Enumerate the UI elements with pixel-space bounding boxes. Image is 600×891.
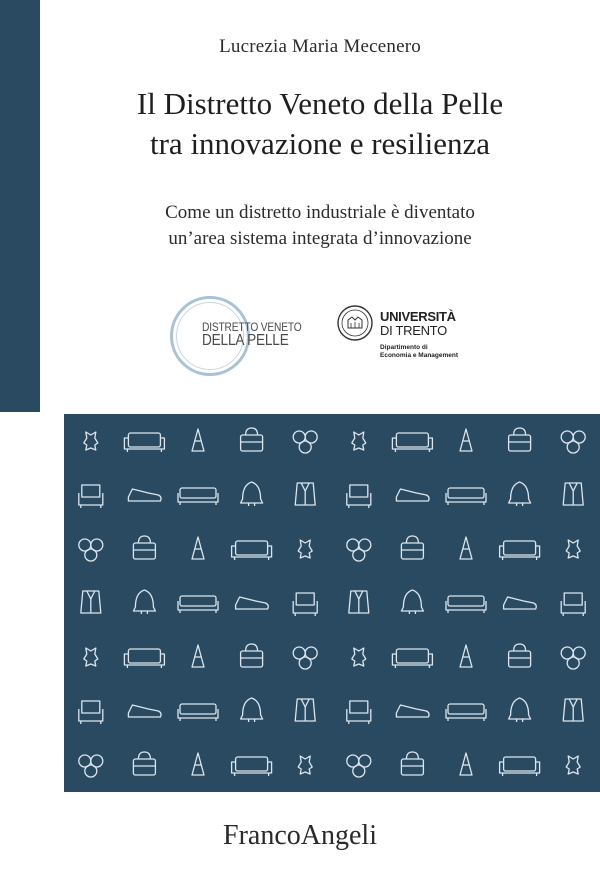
- icon-pattern: [64, 414, 600, 792]
- armchair-icon: [293, 593, 317, 616]
- sofa-icon: [392, 649, 432, 668]
- sofa-icon: [124, 433, 164, 452]
- shoe-icon: [128, 489, 161, 501]
- armchair-icon: [79, 485, 103, 508]
- handbag-icon: [401, 536, 423, 559]
- sofa-icon: [232, 541, 272, 560]
- university-name-line-1: UNIVERSITÀ: [380, 309, 456, 324]
- cone-icon: [192, 537, 204, 559]
- cone-icon: [460, 753, 472, 775]
- flowers-icon: [561, 647, 585, 669]
- hide-icon: [84, 432, 98, 450]
- bell-icon: [241, 482, 263, 506]
- jacket-icon: [295, 699, 315, 721]
- jacket-icon: [563, 699, 583, 721]
- armchair-icon: [561, 593, 585, 616]
- flowers-icon: [79, 755, 103, 777]
- hide-icon: [298, 540, 312, 558]
- jacket-icon: [563, 483, 583, 505]
- handbag-icon: [241, 644, 263, 667]
- bell-icon: [509, 698, 531, 722]
- sofa-icon: [392, 433, 432, 452]
- subtitle-line-2: un’area sistema integrata d’innovazione: [168, 228, 472, 249]
- flowers-icon: [79, 539, 103, 561]
- university-seal-icon: [336, 304, 374, 342]
- hide-icon: [352, 432, 366, 450]
- jacket-icon: [81, 591, 101, 613]
- flowers-icon: [561, 431, 585, 453]
- bell-icon: [133, 590, 155, 614]
- hide-icon: [566, 540, 580, 558]
- handbag-icon: [133, 752, 155, 775]
- bell-icon: [241, 698, 263, 722]
- shoe-icon: [396, 489, 429, 501]
- couch-icon: [446, 704, 486, 721]
- department-line-2: Economia e Management: [380, 352, 459, 359]
- book-title: [40, 84, 600, 164]
- subtitle-line-1: Come un distretto industriale è diventato: [165, 202, 475, 223]
- hide-icon: [566, 756, 580, 774]
- universita-trento-logo: [336, 304, 496, 374]
- department-name: [380, 344, 458, 360]
- handbag-icon: [509, 428, 531, 451]
- distretto-veneto-logo: [170, 296, 320, 380]
- handbag-icon: [509, 644, 531, 667]
- flowers-icon: [347, 539, 371, 561]
- university-name-line-2: DI TRENTO: [380, 323, 447, 338]
- cone-icon: [460, 537, 472, 559]
- handbag-icon: [241, 428, 263, 451]
- cone-icon: [460, 429, 472, 451]
- shoe-icon: [236, 597, 269, 609]
- armchair-icon: [347, 485, 371, 508]
- title-line-1: Il Distretto Veneto della Pelle: [136, 86, 504, 121]
- couch-icon: [446, 596, 486, 613]
- jacket-icon: [349, 591, 369, 613]
- hide-icon: [352, 648, 366, 666]
- shoe-icon: [128, 705, 161, 717]
- shoe-icon: [504, 597, 537, 609]
- publisher-name: FrancoAngeli: [223, 820, 377, 851]
- couch-icon: [178, 596, 218, 613]
- jacket-icon: [295, 483, 315, 505]
- shoe-icon: [396, 705, 429, 717]
- logo-text-line-2: DELLA PELLE: [202, 332, 289, 349]
- flowers-icon: [293, 647, 317, 669]
- university-name: [380, 310, 456, 338]
- handbag-icon: [401, 752, 423, 775]
- armchair-icon: [347, 701, 371, 724]
- logo-text: [202, 320, 301, 348]
- hide-icon: [298, 756, 312, 774]
- sofa-icon: [232, 757, 272, 776]
- couch-icon: [178, 704, 218, 721]
- handbag-icon: [133, 536, 155, 559]
- spine-band: [0, 0, 40, 412]
- flowers-icon: [347, 755, 371, 777]
- flowers-icon: [293, 431, 317, 453]
- sofa-icon: [500, 757, 540, 776]
- cone-icon: [192, 753, 204, 775]
- author-name: Lucrezia Maria Mecenero: [219, 36, 421, 57]
- cone-icon: [460, 645, 472, 667]
- logo-text-line-1: DISTRETTO VENETO: [202, 320, 302, 334]
- cone-icon: [192, 645, 204, 667]
- sofa-icon: [500, 541, 540, 560]
- armchair-icon: [79, 701, 103, 724]
- cone-icon: [192, 429, 204, 451]
- hide-icon: [84, 648, 98, 666]
- couch-icon: [178, 488, 218, 505]
- bell-icon: [509, 482, 531, 506]
- couch-icon: [446, 488, 486, 505]
- department-line-1: Dipartimento di: [380, 344, 428, 351]
- bell-icon: [401, 590, 423, 614]
- book-subtitle: [40, 200, 600, 252]
- sofa-icon: [124, 649, 164, 668]
- icon-pattern-panel: [64, 414, 600, 792]
- title-line-2: tra innovazione e resilienza: [150, 126, 490, 161]
